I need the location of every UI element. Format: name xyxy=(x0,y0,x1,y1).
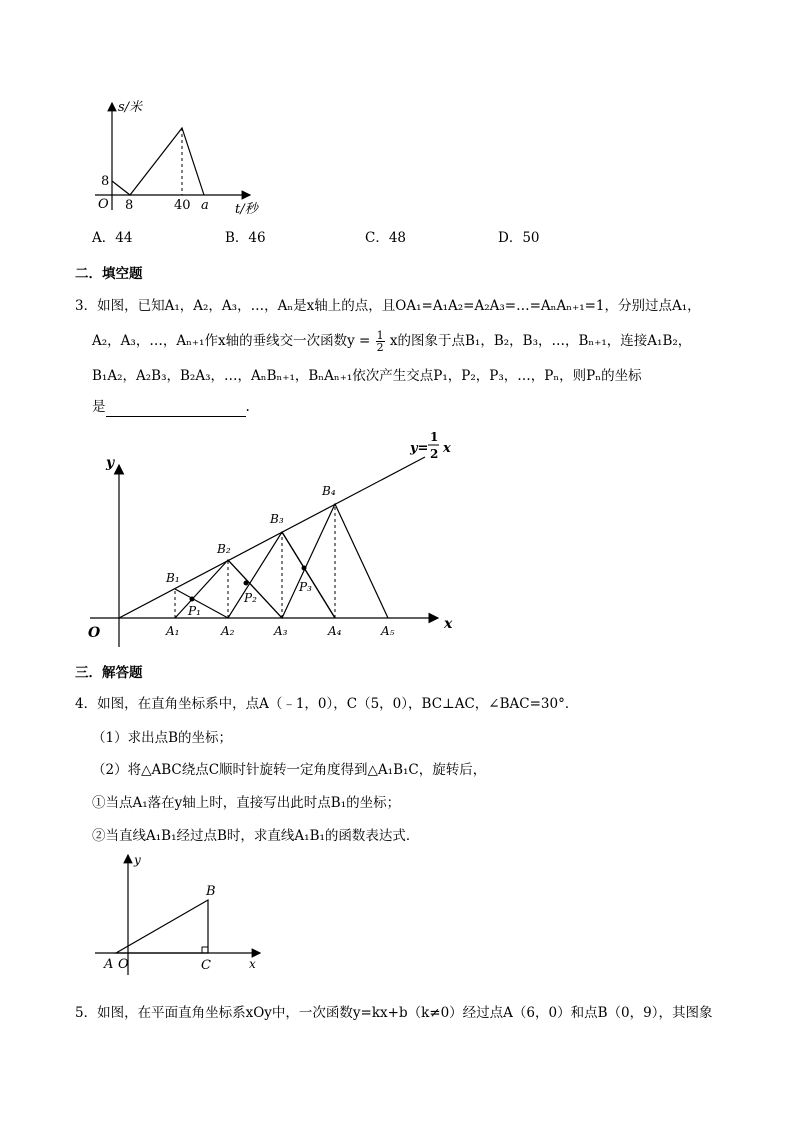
q4-graph xyxy=(90,850,275,980)
q3-line-label: y= xyxy=(410,441,429,456)
q2-origin: O xyxy=(98,197,109,212)
q3-label-a4: A₄ xyxy=(328,624,342,638)
section-title-fill-in: 二．填空题 xyxy=(75,266,143,282)
q4-line1: 4．如图，在直角坐标系中，点A（﹣1，0），C（5，0），BC⊥AC，∠BAC=30°． xyxy=(75,696,579,712)
section-title-solutions: 三．解答题 xyxy=(75,665,143,681)
q3-line-var: x xyxy=(443,441,451,456)
q3-x-axis-label: x xyxy=(444,616,453,632)
q2-graph-line xyxy=(112,128,204,195)
q4-label-b: B xyxy=(206,884,216,899)
q3-point-p3 xyxy=(302,566,307,571)
q3-label-a5: A₅ xyxy=(381,624,395,638)
q3-label-a2: A₂ xyxy=(221,624,235,638)
q2-x-tick-8: 8 xyxy=(125,198,134,213)
q2-option-c[interactable]: C．48 xyxy=(365,230,407,246)
q3-label-b2: B₂ xyxy=(217,542,231,556)
q2-x-tick-a: a xyxy=(201,198,209,213)
q2-option-d[interactable]: D．50 xyxy=(498,230,540,246)
q2-x-tick-40: 40 xyxy=(174,198,191,213)
q3-origin: O xyxy=(88,625,101,641)
q3-line1: 3．如图，已知A₁，A₂，A₃，…，Aₙ是x轴上的点，且OA₁=A₁A₂=A₂A₃=…=AₙAₙ₊₁=1，分别过点A₁， xyxy=(75,298,701,314)
q3-fraction: $\frac{1}{2}$ xyxy=(376,329,384,354)
q2-option-b[interactable]: B．46 xyxy=(225,230,266,246)
q3-label-b1: B₁ xyxy=(166,571,180,585)
q3-line-frac-den: 2 xyxy=(430,447,439,461)
q4-label-o: O xyxy=(118,957,129,972)
q4-line5: ②当直线A₁B₁经过点B时，求直线A₁B₁的函数表达式． xyxy=(92,828,420,844)
q4-triangle-abc xyxy=(116,900,208,953)
q4-line4: ①当点A₁落在y轴上时，直接写出此时点B₁的坐标； xyxy=(92,795,401,811)
q3-line-frac-num: 1 xyxy=(430,430,439,444)
q4-y-label: y xyxy=(134,853,141,867)
q3-graph xyxy=(80,425,470,650)
q3-label-a3: A₃ xyxy=(274,624,288,638)
q5-line1: 5．如图，在平面直角坐标系xOy中，一次函数y=kx+b（k≠0）经过点A（6，0）和点B（0，9），其图象 xyxy=(75,1005,713,1021)
q3-line2b: x的图象于点B₁，B₂，B₃，…，Bₙ₊₁，连接A₁B₂， xyxy=(389,333,692,349)
q3-label-p1: P₁ xyxy=(188,604,201,618)
q4-line3: （2）将△ABC绕点C顺时针旋转一定角度得到△A₁B₁C，旋转后， xyxy=(92,762,487,778)
q3-label-b3: B₃ xyxy=(270,512,284,526)
q2-x-label: t/秒 xyxy=(235,202,258,217)
q3-label-a1: A₁ xyxy=(166,624,180,638)
q4-line2: （1）求出点B的坐标； xyxy=(92,730,233,746)
q3-line-y-half-x xyxy=(119,457,425,618)
q3-point-p1 xyxy=(190,597,195,602)
q3-line4: 是 . xyxy=(92,399,250,415)
q4-x-label: x xyxy=(249,957,256,971)
q2-option-a[interactable]: A．44 xyxy=(92,230,133,246)
q3-point-p2 xyxy=(244,581,249,586)
q3-label-p3: P₃ xyxy=(299,580,312,594)
q3-label-b4: B₄ xyxy=(322,484,336,498)
q3-y-axis-label: y xyxy=(106,455,115,471)
q2-graph xyxy=(85,95,275,220)
q2-y-tick: 8 xyxy=(101,174,110,189)
q3-label-p2: P₂ xyxy=(244,591,257,605)
q3-answer-blank[interactable] xyxy=(106,402,246,417)
q3-line2 xyxy=(92,330,691,353)
q4-label-c: C xyxy=(201,958,211,973)
q3-line2a: A₂，A₃，…，Aₙ₊₁作x轴的垂线交一次函数y = xyxy=(92,333,371,349)
q2-y-label: s/米 xyxy=(118,100,143,115)
q4-right-angle xyxy=(202,947,208,953)
q4-label-a: A xyxy=(104,957,114,972)
q3-line3: B₁A₂，A₂B₃，B₂A₃，…，AₙBₙ₊₁，BₙAₙ₊₁依次产生交点P₁，P₂，P₃，…，Pₙ，则Pₙ的坐标 xyxy=(92,368,642,384)
